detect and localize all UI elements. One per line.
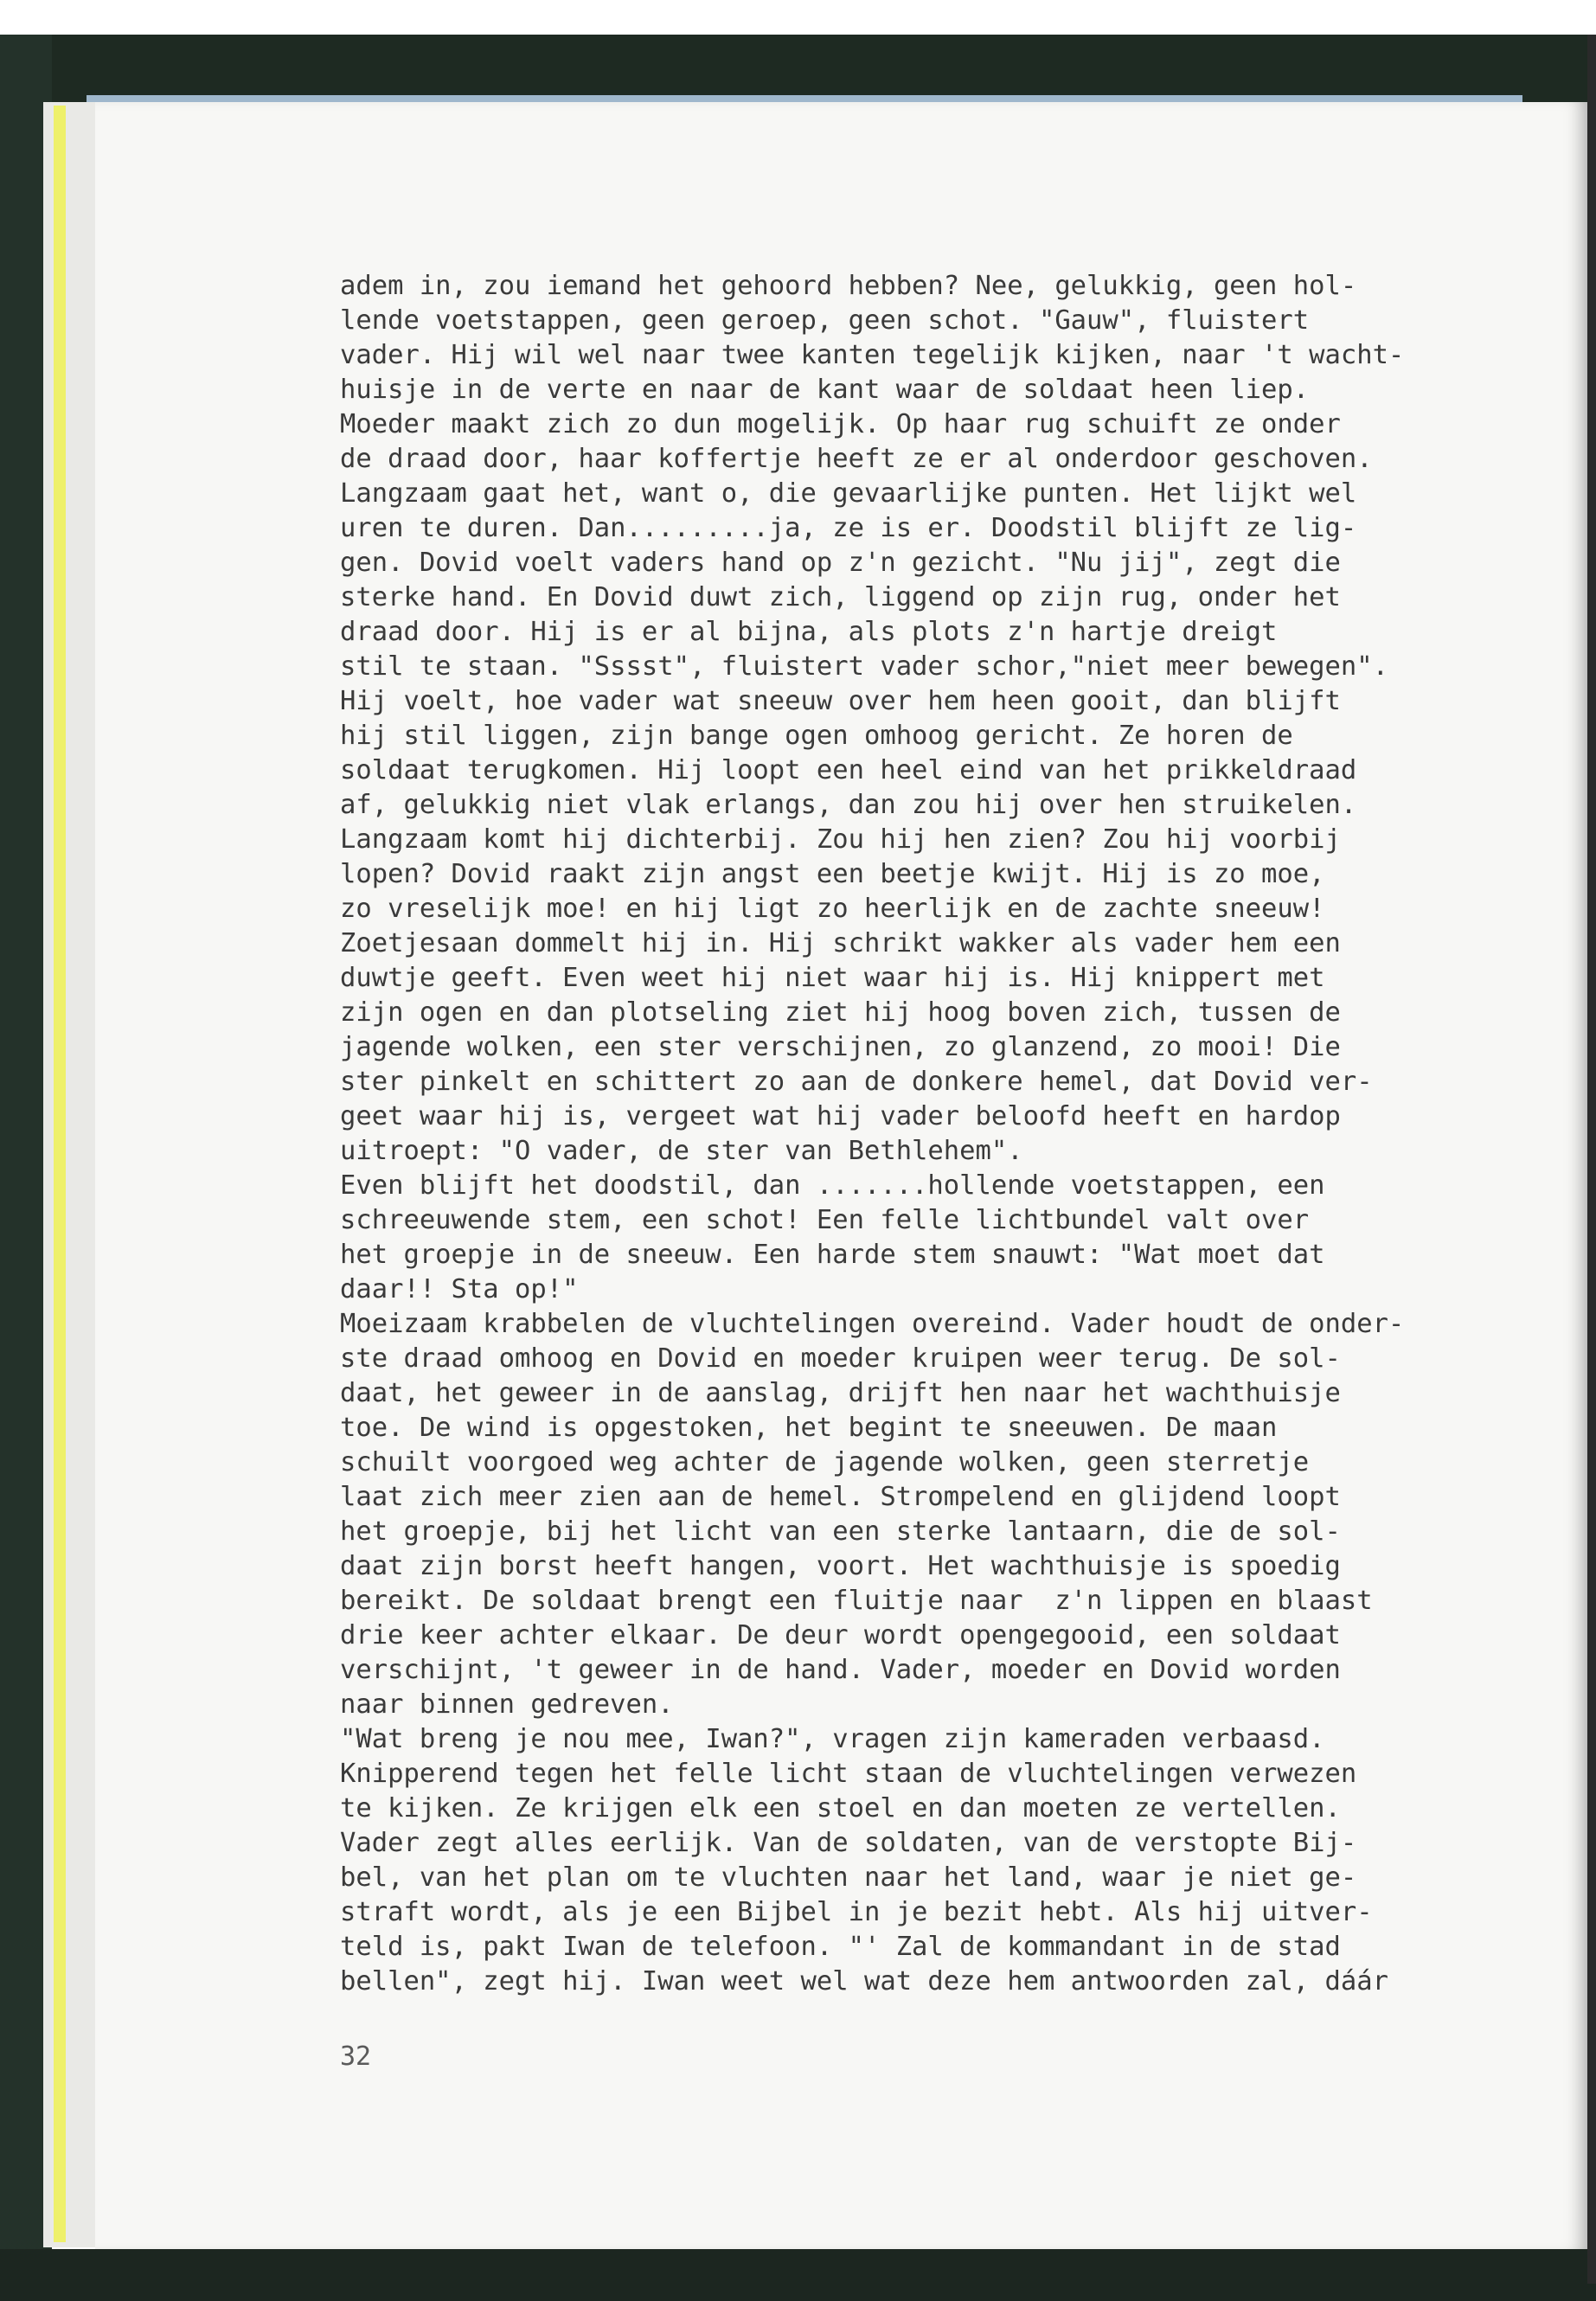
text-line: toe. De wind is opgestoken, het begint te sneeuwen. De maan [340, 1413, 1278, 1443]
text-line: het groepje in de sneeuw. Een harde stem snauwt: "Wat moet dat [340, 1240, 1325, 1270]
text-line: jagende wolken, een ster verschijnen, zo glanzend, zo mooi! Die [340, 1032, 1341, 1062]
book-cover-right-edge [1587, 35, 1596, 2284]
text-line: bel, van het plan om te vluchten naar het land, waar je niet ge- [340, 1862, 1357, 1893]
text-line: bellen", zegt hij. Iwan weet wel wat deze hem antwoorden zal, dáár [340, 1966, 1388, 1997]
text-line: verschijnt, 't geweer in de hand. Vader, moeder en Dovid worden [340, 1655, 1341, 1685]
text-line: bereikt. De soldaat brengt een fluitje naar z'n lippen en blaast [340, 1586, 1373, 1616]
text-line: af, gelukkig niet vlak erlangs, dan zou hij over hen struikelen. [340, 790, 1357, 820]
text-line: sterke hand. En Dovid duwt zich, liggend op zijn rug, onder het [340, 582, 1341, 612]
text-line: daat, het geweer in de aanslag, drijft hen naar het wachthuisje [340, 1378, 1341, 1408]
text-line: Zoetjesaan dommelt hij in. Hij schrikt wakker als vader hem een [340, 928, 1341, 958]
text-line: zijn ogen en dan plotseling ziet hij hoog boven zich, tussen de [340, 997, 1341, 1028]
text-line: Vader zegt alles eerlijk. Van de soldaten, van de verstopte Bij- [340, 1828, 1357, 1858]
text-line: vader. Hij wil wel naar twee kanten tegelijk kijken, naar 't wacht- [340, 340, 1405, 370]
text-line: teld is, pakt Iwan de telefoon. "' Zal de kommandant in de stad [340, 1932, 1341, 1962]
text-line: draad door. Hij is er al bijna, als plots z'n hartje dreigt [340, 617, 1278, 647]
text-line: schreeuwende stem, een schot! Een felle lichtbundel valt over [340, 1205, 1310, 1235]
text-line: lende voetstappen, geen geroep, geen schot. "Gauw", fluistert [340, 305, 1310, 336]
text-line: stil te staan. "Sssst", fluistert vader schor,"niet meer bewegen". [340, 651, 1388, 682]
text-line: ster pinkelt en schittert zo aan de donkere hemel, dat Dovid ver- [340, 1067, 1373, 1097]
text-line: "Wat breng je nou mee, Iwan?", vragen zijn kameraden verbaasd. [340, 1724, 1325, 1754]
text-line: naar binnen gedreven. [340, 1689, 674, 1720]
text-line: Hij voelt, hoe vader wat sneeuw over hem heen gooit, dan blijft [340, 686, 1341, 716]
text-line: Knipperend tegen het felle licht staan de vluchtelingen verwezen [340, 1759, 1357, 1789]
text-line: uren te duren. Dan.........ja, ze is er. Doodstil blijft ze lig- [340, 513, 1357, 543]
text-line: daar!! Sta op!" [340, 1274, 579, 1304]
text-line: Moeizaam krabbelen de vluchtelingen overeind. Vader houdt de onder- [340, 1309, 1405, 1339]
text-line: huisje in de verte en naar de kant waar de soldaat heen liep. [340, 375, 1310, 405]
text-line: duwtje geeft. Even weet hij niet waar hij is. Hij knippert met [340, 963, 1325, 993]
text-line: zo vreselijk moe! en hij ligt zo heerlijk en de zachte sneeuw! [340, 894, 1325, 924]
book-cover-bottom-edge [0, 2249, 1596, 2301]
text-line: hij stil liggen, zijn bange ogen omhoog gericht. Ze horen de [340, 721, 1293, 751]
text-line: laat zich meer zien aan de hemel. Strompelend en glijdend loopt [340, 1482, 1341, 1512]
text-line: Even blijft het doodstil, dan .......hollende voetstappen, een [340, 1170, 1325, 1201]
text-line: lopen? Dovid raakt zijn angst een beetje kwijt. Hij is zo moe, [340, 859, 1325, 889]
text-line: schuilt voorgoed weg achter de jagende wolken, geen sterretje [340, 1447, 1310, 1477]
text-line: de draad door, haar koffertje heeft ze er al onderdoor geschoven. [340, 444, 1373, 474]
text-line: Moeder maakt zich zo dun mogelijk. Op haar rug schuift ze onder [340, 409, 1341, 439]
text-line: geet waar hij is, vergeet wat hij vader beloofd heeft en hardop [340, 1101, 1341, 1131]
text-line: Langzaam gaat het, want o, die gevaarlijke punten. Het lijkt wel [340, 478, 1357, 509]
text-line: gen. Dovid voelt vaders hand op z'n gezicht. "Nu jij", zegt die [340, 548, 1341, 578]
body-text [340, 269, 1568, 1999]
page-number: 32 [340, 2041, 372, 2072]
text-line: ste draad omhoog en Dovid en moeder kruipen weer terug. De sol- [340, 1343, 1341, 1374]
blue-page-edge [87, 95, 1522, 102]
text-line: drie keer achter elkaar. De deur wordt opengegooid, een soldaat [340, 1620, 1341, 1650]
yellow-page-edge [54, 106, 66, 2242]
text-line: straft wordt, als je een Bijbel in je bezit hebt. Als hij uitver- [340, 1897, 1373, 1927]
text-line: te kijken. Ze krijgen elk een stoel en dan moeten ze vertellen. [340, 1793, 1341, 1823]
text-line: het groepje, bij het licht van een sterke lantaarn, die de sol- [340, 1516, 1341, 1547]
text-line: adem in, zou iemand het gehoord hebben? Nee, gelukkig, geen hol- [340, 271, 1357, 301]
text-line: uitroept: "O vader, de ster van Bethlehem". [340, 1136, 1023, 1166]
text-line: Langzaam komt hij dichterbij. Zou hij hen zien? Zou hij voorbij [340, 824, 1341, 855]
stacked-page-edges [43, 102, 95, 2247]
text-line: soldaat terugkomen. Hij loopt een heel eind van het prikkeldraad [340, 755, 1357, 785]
text-line: daat zijn borst heeft hangen, voort. Het wachthuisje is spoedig [340, 1551, 1341, 1581]
